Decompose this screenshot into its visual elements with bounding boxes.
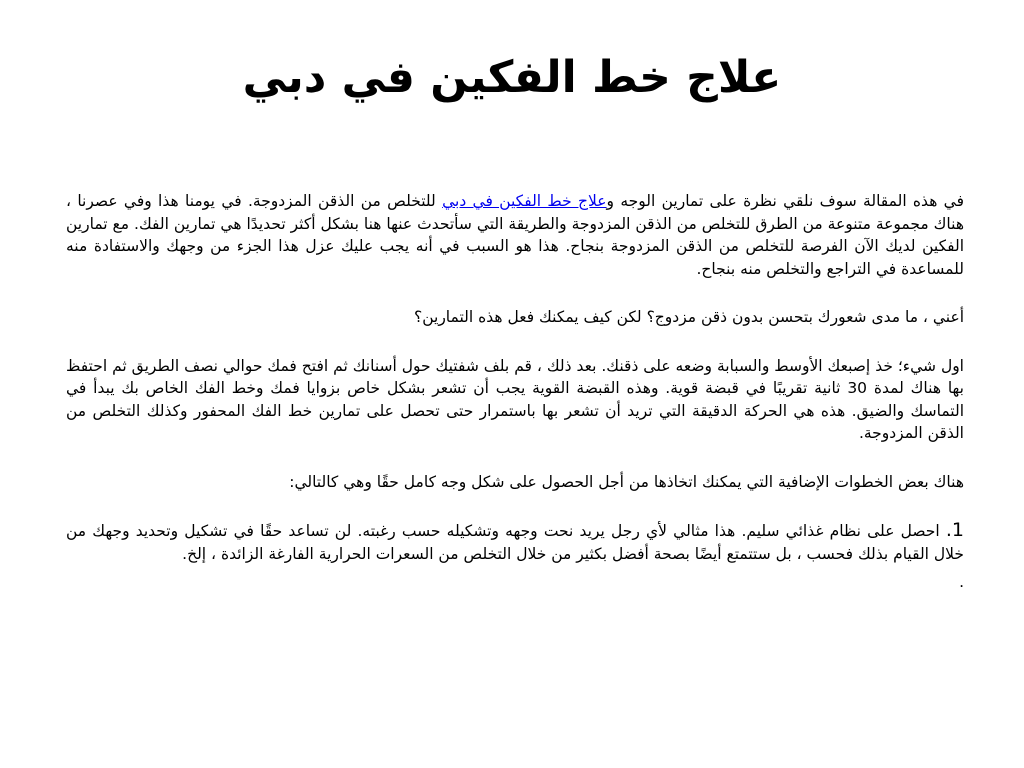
intro-text-after-link: للتخلص من الذقن المزدوجة. في يومنا هذا وفي عصرنا ، هناك مجموعة متنوعة من الطرق للتخلص من الذقن المزدوجة والطريقة التي سأتحدث عنها هنا بشكل أكثر تحديدًا هي تمارين الفك. مع تمارين الفكين لديك الآن الفرصة للتخلص من الذقن المزدوجة بنجاح. هذا هو السبب في أنه يجب عليك عزل هذا الجزء من وجهك والاستفادة منه للمساعدة في التراجع والتخلص منه بنجاح. [66,192,964,278]
trailing-dot: . [959,573,964,591]
step-text: احصل على نظام غذائي سليم. هذا مثالي لأي رجل يريد نحت وجهه وتشكيله حسب رغبته. لن تساعد حقًا في تشكيل وتحديد وجهك من خلال القيام بذلك فحسب ، بل ستتمتع أيضًا بصحة أفضل بكثير من خلال التخلص من السعرات الحرارية الفارغة الزائدة ، إلخ. [66,522,964,563]
question-paragraph: أعني ، ما مدى شعورك بتحسن بدون ذقن مزدوج؟ لكن كيف يمكنك فعل هذه التمارين؟ [413,308,964,326]
page-title: علاج خط الفكين في دبي [242,52,782,103]
article-body [66,190,964,620]
intro-paragraph [66,190,964,280]
jawline-treatment-link[interactable]: علاج خط الفكين في دبي [442,192,607,210]
extra-steps-paragraph: هناك بعض الخطوات الإضافية التي يمكنك اتخاذها من أجل الحصول على شكل وجه كامل حقًا وهي كالتالي: [289,472,964,491]
exercise-paragraph: اول شيء؛ خذ إصبعك الأوسط والسبابة وضعه على ذقنك. بعد ذلك ، قم بلف شفتيك حول أسنانك ثم افتح فمك حوالي نصف الطريق ثم احتفظ بها هناك لمدة 30 ثانية تقريبًا في قبضة قوية. وهذه القبضة القوية يجب أن تشعر بشكل خاص بزوايا فمك وخط الفك الخاص بك يبدأ في التماسك والضيق. هذه هي الحركة الدقيقة التي تريد أن تشعر بها باستمرار حتى تحصل على تمارين خط الفك المحفور وكذلك التخلص من الذقن المزدوجة. [66,356,964,442]
intro-text-before-link: في هذه المقالة سوف نلقي نظرة على تمارين الوجه و [606,192,965,210]
step-number: 1. [945,519,964,541]
step-one-paragraph [66,519,964,565]
